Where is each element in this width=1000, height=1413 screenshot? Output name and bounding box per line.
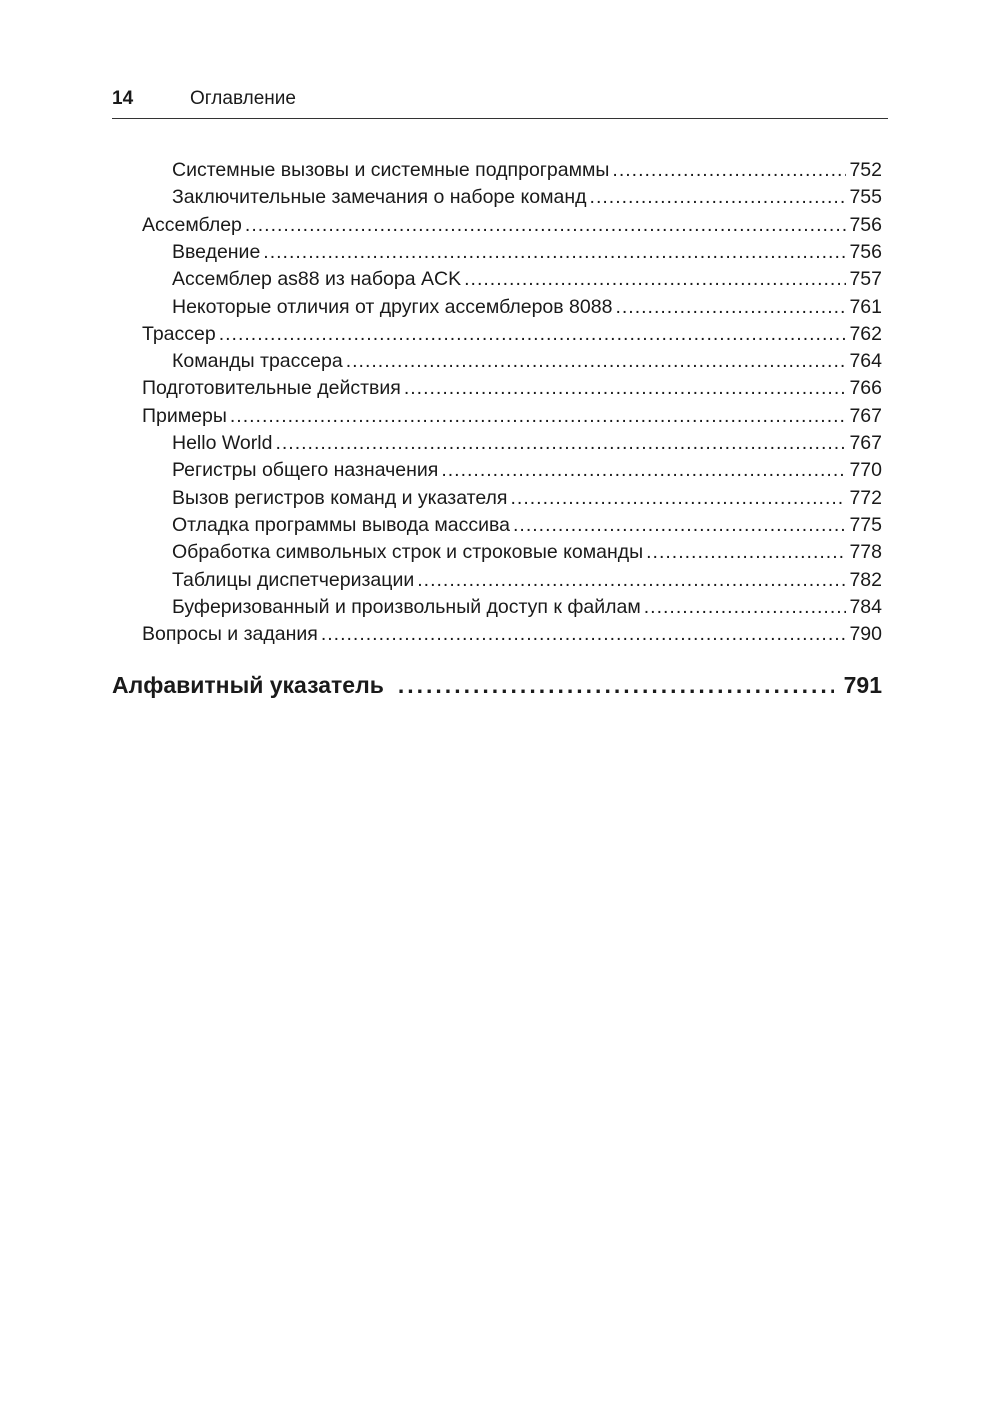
toc-entry-page: 767	[849, 404, 882, 427]
toc-entry-title: Регистры общего назначения	[172, 459, 439, 482]
toc-entry-title: Некоторые отличия от других ассемблеров 8088	[172, 295, 613, 318]
toc-entry-page: 757	[849, 268, 882, 291]
header-rule	[112, 118, 888, 119]
toc-entry-title: Вызов регистров команд и указателя	[172, 486, 508, 509]
toc-entry-title: Трассер	[142, 322, 216, 345]
toc-leader-dots	[513, 511, 846, 539]
toc-leader-dots	[644, 593, 847, 621]
toc-entry[interactable]	[172, 538, 882, 566]
toc-entry-page: 756	[849, 240, 882, 263]
toc-entry-title: Заключительные замечания о наборе команд	[172, 186, 587, 209]
toc-leader-dots	[230, 402, 847, 430]
toc-entry[interactable]	[172, 347, 882, 375]
toc-leader-dots	[464, 265, 846, 293]
toc-entry-page: 775	[849, 513, 882, 536]
toc-entry-page: 772	[849, 486, 882, 509]
toc-entry[interactable]	[172, 238, 882, 266]
toc-entry-title: Обработка символьных строк и строковые команды	[172, 541, 644, 564]
toc-entry-page: 782	[849, 568, 882, 591]
toc-leader-dots	[398, 668, 834, 702]
toc-leader-dots	[245, 211, 847, 239]
toc-entry[interactable]	[172, 293, 882, 321]
toc-entry[interactable]	[172, 593, 882, 621]
toc-entry-page: 756	[849, 213, 882, 236]
toc-major-page: 791	[843, 672, 882, 698]
toc-leader-dots	[646, 538, 846, 566]
toc-entry[interactable]	[142, 402, 882, 430]
toc-entry-page: 790	[849, 623, 882, 646]
toc-entry[interactable]	[172, 484, 882, 512]
toc-entry-title: Hello World	[172, 432, 273, 454]
toc-entry-page: 784	[849, 595, 882, 618]
toc-leader-dots	[404, 374, 847, 402]
toc-entry[interactable]	[142, 320, 882, 348]
toc-entry-page: 767	[849, 432, 882, 454]
toc-entry[interactable]	[172, 183, 882, 211]
toc-entry-page: 770	[849, 459, 882, 482]
toc-leader-dots	[612, 156, 846, 184]
toc-entry[interactable]	[142, 211, 882, 239]
toc-entry-title: Системные вызовы и системные подпрограммы	[172, 159, 610, 181]
toc-leader-dots	[615, 293, 846, 321]
page-header	[112, 86, 888, 116]
toc-major-entry[interactable]	[112, 668, 882, 702]
toc-entry[interactable]	[142, 374, 882, 402]
toc-entry-title: Отладка программы вывода массива	[172, 513, 510, 536]
toc-entry-page: 762	[849, 322, 882, 345]
toc-leader-dots	[346, 347, 847, 375]
toc-entry-title: Ассемблер	[142, 213, 242, 236]
toc-entry-title: Подготовительные действия	[142, 377, 401, 400]
toc-entry[interactable]	[172, 156, 882, 184]
toc-entry-title: Ассемблер as88 из набора ACK	[172, 268, 462, 291]
toc-entry-title: Команды трассера	[172, 350, 343, 373]
toc-leader-dots	[275, 429, 846, 457]
toc-leader-dots	[263, 238, 846, 266]
toc-leader-dots	[417, 566, 846, 594]
running-title: Оглавление	[190, 88, 296, 109]
toc-entry-page: 764	[849, 350, 882, 373]
toc-entry-title: Буферизованный и произвольный доступ к файлам	[172, 595, 641, 618]
toc-entry-title: Таблицы диспетчеризации	[172, 568, 415, 591]
toc-entry-page: 761	[849, 295, 882, 318]
toc-entry[interactable]	[172, 265, 882, 293]
toc-entry-title: Примеры	[142, 404, 227, 427]
toc-entry-title: Вопросы и задания	[142, 623, 318, 646]
toc-entry[interactable]	[172, 511, 882, 539]
toc-entry-page: 778	[849, 541, 882, 564]
toc-entry[interactable]	[142, 620, 882, 648]
toc-leader-dots	[219, 320, 847, 348]
toc-entry[interactable]	[172, 456, 882, 484]
page-number: 14	[112, 88, 134, 109]
toc-entry[interactable]	[172, 566, 882, 594]
toc-major-title: Алфавитный указатель	[112, 672, 384, 698]
toc-entry-page: 766	[849, 377, 882, 400]
toc-entry-title: Введение	[172, 240, 261, 263]
toc-entry-page: 752	[849, 159, 882, 181]
toc-entry-page: 755	[849, 186, 882, 209]
toc-leader-dots	[441, 456, 846, 484]
toc-leader-dots	[590, 183, 847, 211]
toc-entry[interactable]	[172, 429, 882, 457]
toc-leader-dots	[510, 484, 846, 512]
toc-leader-dots	[321, 620, 847, 648]
